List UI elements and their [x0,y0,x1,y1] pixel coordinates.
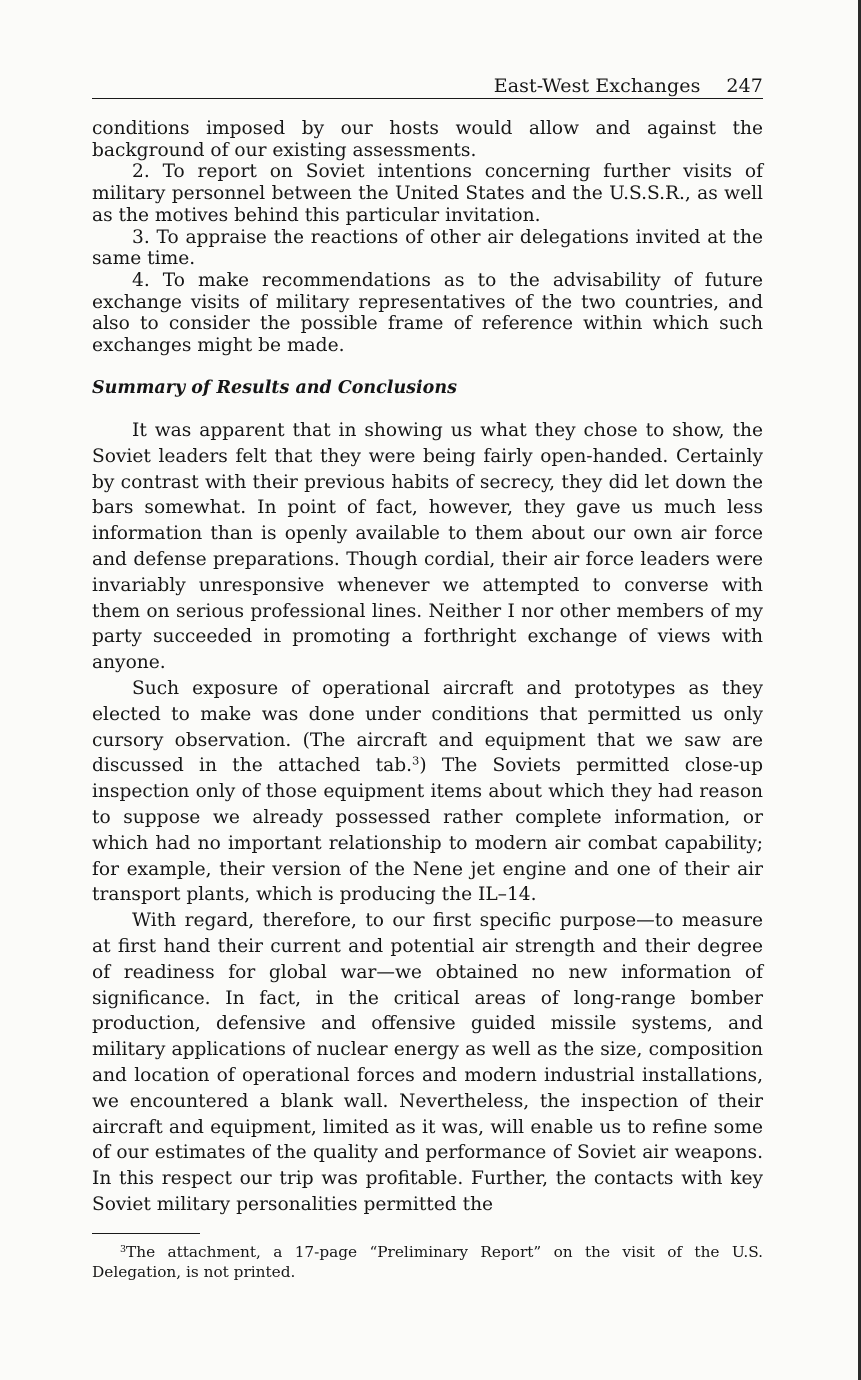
footnote-rule [92,1233,200,1234]
page-body [92,118,763,1215]
intro-paragraph-continued: conditions imposed by our hosts would allow and against the background of our existing assessments. [92,118,763,161]
page-number: 247 [726,75,763,97]
footnote-reference[interactable]: 3 [412,754,420,769]
summary-paragraph-2 [92,676,763,908]
intro-paragraph-2: 2. To report on Soviet intentions concerning further visits of military personnel between the United States and the U.S.S.R., as well as the motives behind this particular invitation. [92,161,763,226]
footnote-marker: 3 [120,1243,127,1255]
footnote-text: The attachment, a 17-page “Preliminary Report” on the visit of the U.S. Delegation, is not printed. [92,1243,763,1281]
summary-block [92,418,763,1218]
footnote [92,1243,763,1282]
running-header [92,74,763,99]
summary-paragraph-3: With regard, therefore, to our first specific purpose—to measure at first hand their current and potential air strength and their degree of readiness for global war—we obtained no new information of significance. In fact, in the critical areas of long-range bomber production, defensive and offensive guided missile systems, and military applications of nuclear energy as well as the size, composition and location of operational forces and modern industrial installations, we encountered a blank wall. Nevertheless, the inspection of their aircraft and equipment, limited as it was, will enable us to refine some of our estimates of the quality and performance of Soviet air weapons. In this respect our trip was profitable. Further, the contacts with key Soviet military personalities permitted the [92,910,763,1215]
intro-paragraph-3: 3. To appraise the reactions of other air delegations invited at the same time. [92,226,763,270]
summary-paragraph-1: It was apparent that in showing us what they chose to show, the Soviet leaders felt that they were being fairly open-handed. Certainly by contrast with their previous habits of secrecy, they did let down the bars somewhat. In point of fact, however, they gave us much less information than is openly available to them about our own air force and defense preparations. Though cordial, their air force leaders were invariably unresponsive whenever we attempted to converse with them on serious professional lines. Neither I nor other members of my party succeeded in promoting a forthright exchange of views with anyone. [92,420,763,674]
intro-paragraph-4: 4. To make recommendations as to the advisability of future exchange visits of military representatives of the two countries, and also to consider the possible frame of reference within which such exchanges might be made. [92,269,763,357]
intro-block [92,118,763,357]
running-head [494,75,763,97]
paragraph-text: Such exposure of operational aircraft and prototypes as they elected to make was done under conditions that permitted us only cursory observation. (The aircraft and equipment that we saw are discussed in the attached tab. [92,677,763,777]
section-heading: Summary of Results and Conclusions [92,378,457,398]
running-title: East-West Exchanges [493,75,701,97]
paragraph-text: ) The Soviets permitted close-up inspection only of those equipment items about which they had reason to suppose we already possessed rather complete information, or which had no important relationship to modern air combat capability; for example, their version of the Nene jet engine and one of their air transport plants, which is producing the IL–14. [92,755,763,906]
